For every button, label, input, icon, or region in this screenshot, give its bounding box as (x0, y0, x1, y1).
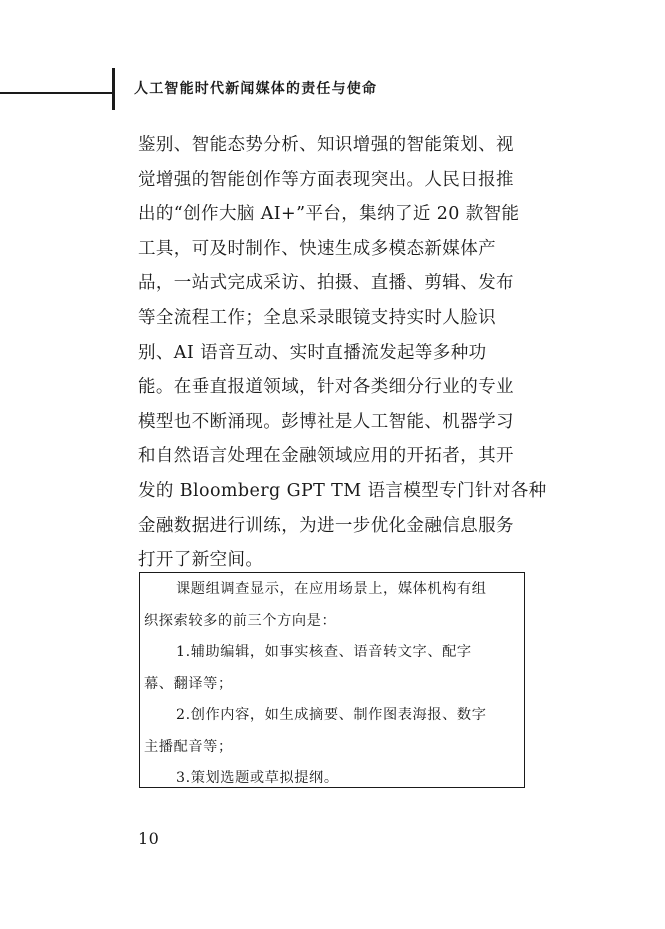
note-line: 主播配音等； (144, 738, 233, 755)
body-line: 能。在垂直报道领域，针对各类细分行业的专业 (138, 377, 514, 398)
note-line: 1.辅助编辑，如事实核查、语音转文字、配字 (176, 644, 472, 660)
note-box (139, 572, 525, 788)
body-line: 金融数据进行训练，为进一步优化金融信息服务 (138, 515, 514, 536)
note-line: 2.创作内容，如生成摘要、制作图表海报、数字 (176, 707, 487, 723)
body-line: 和自然语言处理在金融领域应用的开拓者，其开 (138, 446, 514, 467)
running-head: 人工智能时代新闻媒体的责任与使命 (134, 81, 378, 97)
body-line: 发的 Bloomberg GPT TM 语言模型专门针对各种 (138, 480, 547, 501)
body-line: 打开了新空间。 (138, 550, 264, 571)
note-line: 课题组调查显示，在应用场景上，媒体机构有组 (176, 581, 487, 597)
body-line: 模型也不断涌现。彭博社是人工智能、机器学习 (138, 411, 514, 432)
note-line: 3.策划选题或草拟提纲。 (176, 770, 339, 786)
note-line: 织探索较多的前三个方向是： (144, 612, 337, 629)
page-number: 10 (138, 829, 160, 848)
body-paragraph (138, 128, 547, 578)
body-line: 工具，可及时制作、快速生成多模态新媒体产 (138, 238, 496, 259)
body-line: 鉴别、智能态势分析、知识增强的智能策划、视 (138, 135, 514, 155)
body-line: 品，一站式完成采访、拍摄、直播、剪辑、发布 (138, 273, 514, 294)
header-rule (0, 92, 113, 94)
body-line: 出的“创作大脑 AI+”平台，集纳了近 20 款智能 (138, 204, 520, 225)
note-line: 幕、翻译等； (144, 675, 233, 692)
body-line: 觉增强的智能创作等方面表现突出。人民日报推 (138, 169, 514, 190)
body-line: 等全流程工作；全息采录眼镜支持实时人脸识 (138, 307, 496, 328)
header-bar (112, 68, 115, 110)
body-line: 别、AI 语音互动、实时直播流发起等多种功 (138, 342, 487, 363)
